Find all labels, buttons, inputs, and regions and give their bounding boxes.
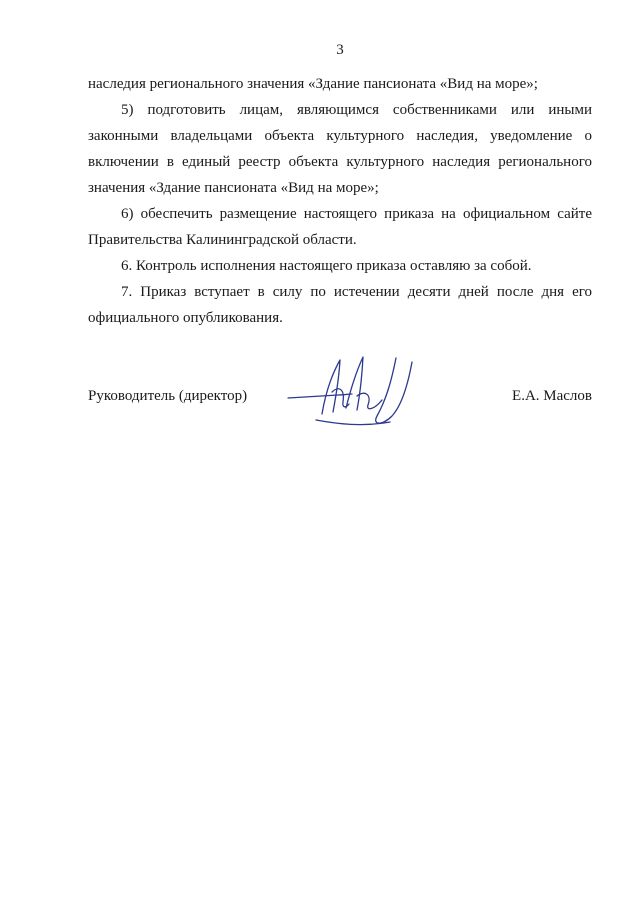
signature-row	[88, 383, 592, 409]
document-body	[88, 71, 592, 331]
text-line: наследия регионального значения «Здание пансионата «Вид на море»;	[88, 76, 538, 92]
text-line: 6) обеспечить размещение настоящего приказа на официальном сайте	[121, 206, 592, 222]
text-line: 5) подготовить лицам, являющимся собственниками или иными	[121, 102, 592, 118]
signer-position: Руководитель (директор)	[88, 388, 248, 404]
text-line: 6. Контроль исполнения настоящего приказа оставляю за собой.	[121, 258, 532, 274]
paragraph	[88, 97, 592, 201]
paragraph	[88, 253, 592, 279]
signer-name: Е.А. Маслов	[512, 388, 592, 404]
text-line: включении в единый реестр объекта культурного наследия регионального	[88, 154, 592, 170]
text-line: законными владельцами объекта культурного наследия, уведомление о	[88, 128, 592, 144]
text-line: Правительства Калининградской области.	[88, 232, 357, 248]
text-line: официального опубликования.	[88, 310, 283, 326]
paragraph	[88, 71, 592, 97]
text-line: значения «Здание пансионата «Вид на море»;	[88, 180, 379, 196]
page-number: 3	[336, 42, 344, 58]
paragraph	[88, 279, 592, 331]
text-line: 7. Приказ вступает в силу по истечении десяти дней после дня его	[121, 284, 592, 300]
paragraph	[88, 201, 592, 253]
